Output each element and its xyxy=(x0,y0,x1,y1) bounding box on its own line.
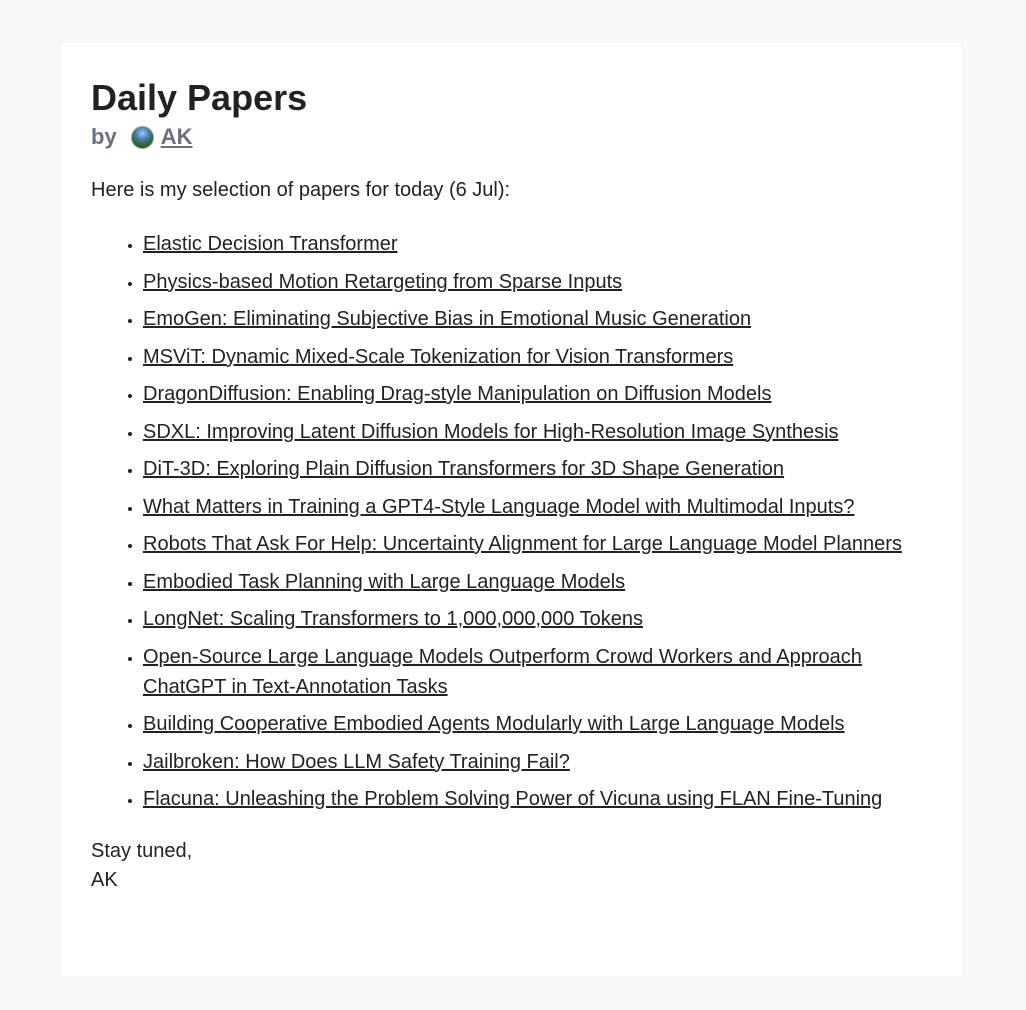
paper-link[interactable]: Jailbroken: How Does LLM Safety Training Fail? xyxy=(143,750,570,773)
paper-link[interactable]: What Matters in Training a GPT4-Style Language Model with Multimodal Inputs? xyxy=(143,495,855,518)
paper-link[interactable]: EmoGen: Eliminating Subjective Bias in Emotional Music Generation xyxy=(143,308,752,330)
list-item xyxy=(143,342,931,372)
list-item xyxy=(143,567,931,597)
paper-link[interactable]: Flacuna: Unleashing the Problem Solving Power of Vicuna using FLAN Fine-Tuning xyxy=(143,788,883,810)
list-item xyxy=(143,454,931,484)
by-label: by xyxy=(91,124,117,149)
signoff-line: Stay tuned, xyxy=(91,840,193,862)
paper-link[interactable]: SDXL: Improving Latent Diffusion Models for High-Resolution Image Synthesis xyxy=(143,420,839,443)
list-item xyxy=(143,304,931,334)
paper-link[interactable]: Robots That Ask For Help: Uncertainty Alignment for Large Language Model Planners xyxy=(143,533,902,555)
paper-link[interactable]: Physics-based Motion Retargeting from Sparse Inputs xyxy=(143,270,623,293)
signoff-author: AK xyxy=(91,869,118,891)
intro-text: Here is my selection of papers for today (6 Jul): xyxy=(91,179,511,201)
byline xyxy=(91,123,931,151)
paper-link[interactable]: Embodied Task Planning with Large Language Models xyxy=(143,570,626,593)
list-item xyxy=(143,529,931,559)
list-item xyxy=(143,604,931,634)
author-link[interactable]: AK xyxy=(160,124,193,149)
author-avatar[interactable] xyxy=(131,126,154,149)
paper-link[interactable]: DiT-3D: Exploring Plain Diffusion Transformers for 3D Shape Generation xyxy=(143,458,785,480)
list-item xyxy=(143,417,931,447)
paper-link[interactable]: Open-Source Large Language Models Outperform Crowd Workers and Approach ChatGPT in Text-Annotation Tasks xyxy=(143,645,862,698)
paper-link[interactable]: Building Cooperative Embodied Agents Modularly with Large Language Models xyxy=(143,713,845,735)
signoff xyxy=(91,837,931,895)
list-item xyxy=(143,784,931,814)
paper-link[interactable]: Elastic Decision Transformer xyxy=(143,233,398,255)
post-title: Daily Papers xyxy=(91,77,308,118)
list-item xyxy=(143,267,931,297)
list-item xyxy=(143,642,931,702)
list-item xyxy=(143,492,931,522)
paper-link[interactable]: DragonDiffusion: Enabling Drag-style Manipulation on Diffusion Models xyxy=(143,383,772,405)
paper-link[interactable]: MSViT: Dynamic Mixed-Scale Tokenization for Vision Transformers xyxy=(143,345,734,368)
post-card xyxy=(61,43,961,976)
list-item xyxy=(143,229,931,259)
paper-link[interactable]: LongNet: Scaling Transformers to 1,000,000,000 Tokens xyxy=(143,608,643,630)
list-item xyxy=(143,709,931,739)
list-item xyxy=(143,747,931,777)
list-item xyxy=(143,379,931,409)
paper-list xyxy=(91,229,931,814)
